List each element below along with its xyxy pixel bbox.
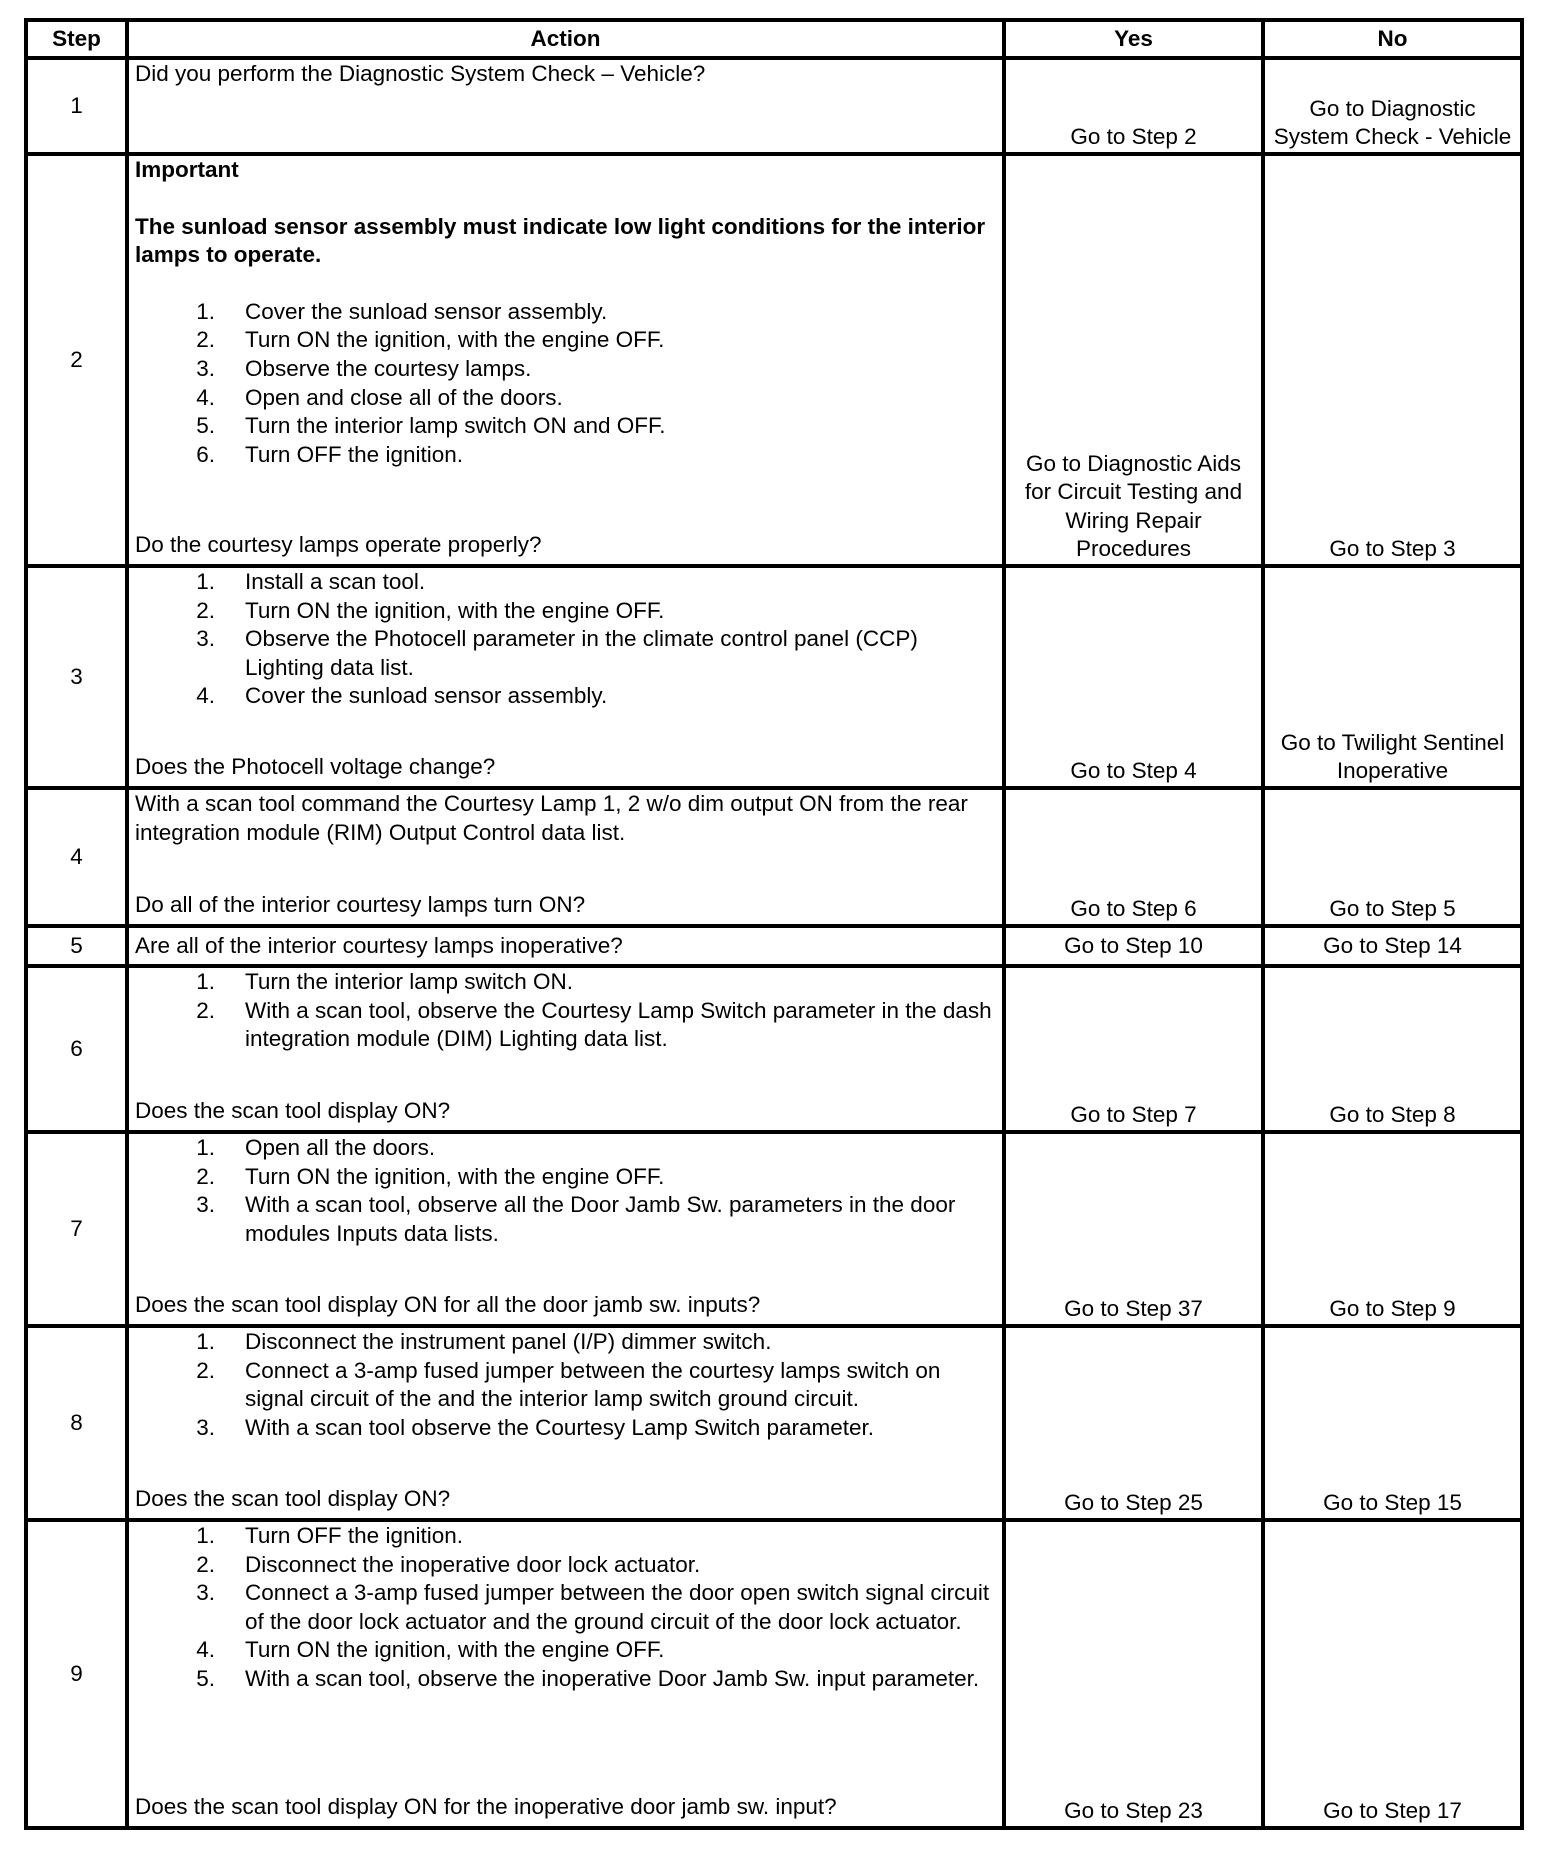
step-number: 7 — [26, 1132, 127, 1326]
list-item: 1. Open all the doors. — [196, 1135, 436, 1160]
question-text: Do the courtesy lamps operate properly? — [135, 532, 542, 558]
table-row — [26, 566, 1522, 788]
no-cell: Go to Diagnostic System Check - Vehicle — [1263, 58, 1522, 154]
no-cell: Go to Step 15 — [1263, 1326, 1522, 1520]
table-row — [26, 154, 1522, 566]
yes-cell: Go to Step 37 — [1004, 1132, 1263, 1326]
header-action: Action — [127, 20, 1004, 58]
list-item: 4. Open and close all of the doors. — [196, 384, 563, 410]
step-number: 6 — [26, 966, 127, 1132]
procedure-list — [135, 968, 996, 1054]
no-cell: Go to Step 3 — [1263, 154, 1522, 566]
question-text: Does the scan tool display ON for the inoperative door jamb sw. input? — [135, 1794, 837, 1820]
list-item: 3. With a scan tool observe the Courtesy Lamp Switch parameter. — [196, 1414, 875, 1440]
question-text: Does the scan tool display ON? — [135, 1098, 451, 1124]
yes-cell: Go to Step 25 — [1004, 1326, 1263, 1520]
action-cell — [127, 1132, 1004, 1326]
action-cell — [127, 1520, 1004, 1828]
step-number: 9 — [26, 1520, 127, 1828]
header-yes: Yes — [1004, 20, 1263, 58]
list-item: 1. Disconnect the instrument panel (I/P) dimmer switch. — [196, 1329, 772, 1354]
table-row — [26, 1132, 1522, 1326]
action-cell — [127, 566, 1004, 788]
no-cell: Go to Step 17 — [1263, 1520, 1522, 1828]
procedure-list — [135, 1522, 996, 1694]
no-cell: Go to Step 5 — [1263, 788, 1522, 926]
yes-cell: Go to Step 10 — [1004, 926, 1263, 966]
list-item: 1. Turn the interior lamp switch ON. — [196, 969, 574, 994]
list-item: 2. Connect a 3-amp fused jumper between the courtesy lamps switch on signal circuit of the and the interior lamp switch ground circuit. — [196, 1357, 941, 1412]
important-text: The sunload sensor assembly must indicate low light conditions for the interior lamps to operate. — [135, 213, 986, 268]
step-number: 3 — [26, 566, 127, 788]
list-item: 6. Turn OFF the ignition. — [196, 441, 464, 467]
list-item: 3. With a scan tool, observe all the Door Jamb Sw. parameters in the door modules Inputs data lists. — [196, 1192, 956, 1246]
step-number: 8 — [26, 1326, 127, 1520]
list-item: 2. Turn ON the ignition, with the engine OFF. — [196, 327, 665, 353]
list-item: 1. Install a scan tool. — [196, 569, 426, 594]
diagnostic-table — [24, 18, 1524, 1830]
procedure-list — [135, 1134, 996, 1248]
procedure-list — [135, 1328, 996, 1442]
list-item: 1. Turn OFF the ignition. — [196, 1523, 464, 1548]
yes-cell: Go to Step 2 — [1004, 58, 1263, 154]
table-row — [26, 1520, 1522, 1828]
yes-cell: Go to Step 7 — [1004, 966, 1263, 1132]
list-item: 2. Disconnect the inoperative door lock actuator. — [196, 1551, 701, 1577]
question-text: Do all of the interior courtesy lamps turn ON? — [135, 892, 586, 918]
action-cell — [127, 926, 1004, 966]
yes-cell: Go to Step 23 — [1004, 1520, 1263, 1828]
table-row — [26, 926, 1522, 966]
action-cell — [127, 1326, 1004, 1520]
action-text: With a scan tool command the Courtesy Lamp 1, 2 w/o dim output ON from the rear integration module (RIM) Output Control data list. — [135, 791, 968, 845]
question-text: Are all of the interior courtesy lamps inoperative? — [135, 932, 623, 958]
list-item: 5. With a scan tool, observe the inoperative Door Jamb Sw. input parameter. — [196, 1665, 980, 1691]
yes-cell: Go to Step 6 — [1004, 788, 1263, 926]
header-no: No — [1263, 20, 1522, 58]
no-cell: Go to Step 8 — [1263, 966, 1522, 1132]
question-text: Does the scan tool display ON? — [135, 1486, 451, 1512]
list-item: 1. Cover the sunload sensor assembly. — [196, 298, 608, 324]
list-item: 2. Turn ON the ignition, with the engine OFF. — [196, 597, 665, 623]
question-text: Does the scan tool display ON for all the door jamb sw. inputs? — [135, 1292, 761, 1318]
step-number: 1 — [26, 58, 127, 154]
list-item: 2. Turn ON the ignition, with the engine OFF. — [196, 1163, 665, 1189]
no-cell: Go to Twilight Sentinel Inoperative — [1263, 566, 1522, 788]
list-item: 3. Observe the Photocell parameter in the climate control panel (CCP) Lighting data list. — [196, 626, 918, 680]
list-item: 3. Observe the courtesy lamps. — [196, 355, 532, 381]
yes-cell: Go to Step 4 — [1004, 566, 1263, 788]
table-header-row — [26, 20, 1522, 58]
step-number: 2 — [26, 154, 127, 566]
list-item: 4. Cover the sunload sensor assembly. — [196, 683, 608, 709]
important-heading: Important — [135, 157, 239, 182]
step-number: 5 — [26, 926, 127, 966]
header-step: Step — [26, 20, 127, 58]
table-row — [26, 966, 1522, 1132]
no-cell: Go to Step 14 — [1263, 926, 1522, 966]
table-row — [26, 58, 1522, 154]
yes-cell: Go to Diagnostic Aids for Circuit Testing and Wiring Repair Procedures — [1004, 154, 1263, 566]
list-item: 3. Connect a 3-amp fused jumper between the door open switch signal circuit of the door lock actuator and the ground circuit of the door lock actuator. — [196, 1580, 990, 1634]
question-text: Does the Photocell voltage change? — [135, 754, 496, 780]
list-item: 5. Turn the interior lamp switch ON and OFF. — [196, 413, 666, 439]
list-item: 4. Turn ON the ignition, with the engine OFF. — [196, 1637, 665, 1663]
action-cell — [127, 966, 1004, 1132]
list-item: 2. With a scan tool, observe the Courtesy Lamp Switch parameter in the dash integration module (DIM) Lighting data list. — [196, 997, 992, 1052]
action-text: Did you perform the Diagnostic System Check – Vehicle? — [135, 61, 706, 86]
action-cell — [127, 788, 1004, 926]
action-cell — [127, 58, 1004, 154]
action-cell — [127, 154, 1004, 566]
procedure-list — [135, 298, 996, 470]
table-row — [26, 788, 1522, 926]
no-cell: Go to Step 9 — [1263, 1132, 1522, 1326]
procedure-list — [135, 568, 996, 711]
table-row — [26, 1326, 1522, 1520]
step-number: 4 — [26, 788, 127, 926]
